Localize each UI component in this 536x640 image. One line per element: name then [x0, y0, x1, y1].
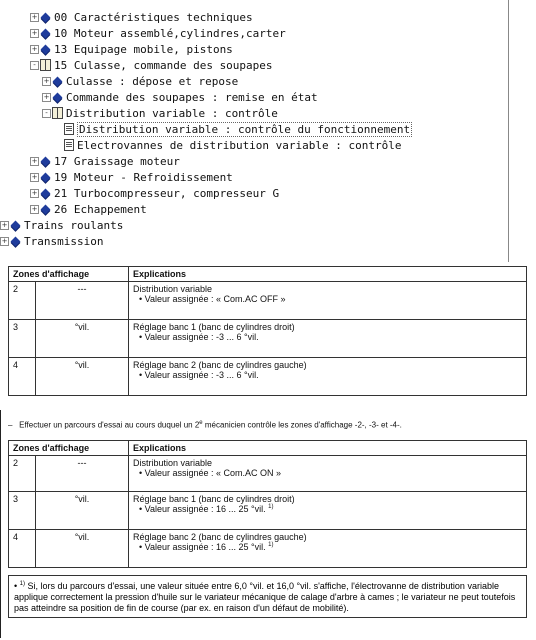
explanation-title: Distribution variable — [133, 458, 213, 468]
footnote — [8, 575, 527, 618]
column-header-explanations: Explications — [129, 441, 527, 456]
tree-item-label: 15 Culasse, commande des soupapes — [54, 58, 273, 72]
table-row — [9, 530, 527, 568]
tree-item-label: Culasse : dépose et repose — [66, 74, 239, 88]
zone-number: 4 — [9, 358, 36, 396]
tree-item-label: 21 Turbocompresseur, compresseur G — [54, 186, 280, 200]
collapse-icon[interactable]: - — [42, 109, 51, 118]
zone-number: 2 — [9, 456, 36, 492]
table-row — [9, 492, 527, 530]
tree-item-15[interactable] — [30, 57, 273, 73]
tree-item-label: Trains roulants — [24, 218, 124, 232]
tree-item-00[interactable] — [30, 9, 253, 25]
assigned-value: • Valeur assignée : « Com.AC OFF » — [139, 294, 286, 304]
tree-item-trains[interactable] — [0, 217, 123, 233]
assigned-value: • Valeur assignée : -3 ... 6 °vil. — [139, 370, 259, 380]
expand-icon[interactable]: + — [31, 204, 38, 213]
tree-item-13[interactable] — [30, 41, 233, 57]
tree-item-label: 19 Moteur - Refroidissement — [54, 170, 233, 184]
assigned-value-text: • Valeur assignée : 16 ... 25 °vil. — [139, 504, 266, 514]
open-book-icon — [40, 59, 51, 71]
zone-unit: --- — [36, 456, 129, 492]
footnote-text: Si, lors du parcours d'essai, une valeur située entre 6,0 °vil. et 16,0 °vil. s'affiche, l'électrovanne de distribution variable applique correctement la pression d'huile sur le variateur mécanique de calage d'arbre à cames ; le variateur ne peut toutefois pas atteindre sa position de fin de course (par ex. en raison d'un défaut de mobilité). — [14, 581, 516, 613]
table-row — [9, 456, 527, 492]
expand-icon[interactable]: + — [43, 76, 50, 85]
navigation-tree — [0, 0, 536, 262]
zone-explanation — [129, 282, 527, 320]
expand-icon[interactable]: + — [43, 92, 50, 101]
expand-icon[interactable]: + — [31, 28, 38, 37]
expand-icon[interactable]: + — [31, 156, 38, 165]
tree-item-distrib[interactable] — [42, 105, 278, 121]
explanation-title: Réglage banc 2 (banc de cylindres gauche) — [133, 360, 307, 370]
assigned-value-text: • Valeur assignée : 16 ... 25 °vil. — [139, 542, 266, 552]
tree-item-26[interactable] — [30, 201, 147, 217]
zone-number: 3 — [9, 492, 36, 530]
tree-item-label: 26 Echappement — [54, 202, 147, 216]
diamond-icon — [40, 204, 51, 215]
diamond-icon — [10, 220, 21, 231]
tree-item-label: 10 Moteur assemblé,cylindres,carter — [54, 26, 286, 40]
table-header-row — [9, 441, 527, 456]
column-header-zones: Zones d'affichage — [9, 441, 129, 456]
expand-icon[interactable]: + — [31, 188, 38, 197]
diamond-icon — [40, 188, 51, 199]
table-row — [9, 358, 527, 396]
display-zones-table-1 — [8, 266, 527, 396]
footnote-ref: 1) — [268, 504, 274, 510]
tree-item-label: 00 Caractéristiques techniques — [54, 10, 253, 24]
zone-explanation — [129, 530, 527, 568]
zone-number: 2 — [9, 282, 36, 320]
footnote-ref: 1) — [268, 542, 274, 548]
explanation-title: Distribution variable — [133, 284, 213, 294]
collapse-icon[interactable]: - — [30, 61, 39, 70]
left-margin-line — [0, 410, 1, 638]
tree-item-label: Distribution variable : contrôle — [66, 106, 278, 120]
zone-explanation — [129, 320, 527, 358]
display-zones-table-2 — [8, 440, 527, 568]
diamond-icon — [40, 156, 51, 167]
zone-explanation — [129, 358, 527, 396]
explanation-title: Réglage banc 1 (banc de cylindres droit) — [133, 494, 295, 504]
instruction-superscript: e — [199, 420, 203, 426]
tree-item-10[interactable] — [30, 25, 286, 41]
zone-unit: °vil. — [36, 530, 129, 568]
instruction-text-b: mécanicien contrôle les zones d'affichage -2-, -3- et -4-. — [202, 420, 402, 430]
instruction-text-a: Effectuer un parcours d'essai au cours duquel un 2 — [19, 420, 200, 430]
assigned-value: • Valeur assignée : -3 ... 6 °vil. — [139, 332, 259, 342]
tree-item-commande[interactable] — [42, 89, 318, 105]
zone-number: 3 — [9, 320, 36, 358]
tree-item-label: Transmission — [24, 234, 104, 248]
explanation-title: Réglage banc 1 (banc de cylindres droit) — [133, 322, 295, 332]
diamond-icon — [40, 12, 51, 23]
zone-explanation — [129, 456, 527, 492]
diamond-icon — [52, 76, 63, 87]
assigned-value — [133, 542, 522, 552]
column-header-zones: Zones d'affichage — [9, 267, 129, 282]
diamond-icon — [52, 92, 63, 103]
diamond-icon — [40, 172, 51, 183]
tree-item-transmission[interactable] — [0, 233, 103, 249]
table-header-row — [9, 267, 527, 282]
open-book-icon — [52, 107, 63, 119]
tree-item-electrovannes[interactable] — [54, 137, 402, 153]
tree-item-label: Distribution variable : contrôle du fonctionnement — [79, 122, 411, 136]
tree-item-19[interactable] — [30, 169, 233, 185]
document-icon — [64, 123, 74, 135]
expand-icon[interactable]: + — [1, 220, 8, 229]
footnote-bullet: • — [14, 581, 18, 591]
assigned-value — [133, 504, 522, 514]
tree-item-distrib-fonct[interactable] — [54, 121, 412, 137]
tree-item-label: Electrovannes de distribution variable : contrôle — [77, 138, 402, 152]
tree-scrollbar-edge — [508, 0, 509, 262]
tree-item-17[interactable] — [30, 153, 180, 169]
footnote-marker: 1) — [19, 581, 26, 587]
tree-item-label: 17 Graissage moteur — [54, 154, 180, 168]
zone-unit: °vil. — [36, 358, 129, 396]
zone-unit: °vil. — [36, 492, 129, 530]
tree-item-label: Commande des soupapes : remise en état — [66, 90, 318, 104]
table-row — [9, 282, 527, 320]
tree-item-21[interactable] — [30, 185, 279, 201]
diamond-icon — [40, 44, 51, 55]
tree-item-culasse[interactable] — [42, 73, 238, 89]
zone-unit: --- — [36, 282, 129, 320]
zone-unit: °vil. — [36, 320, 129, 358]
diamond-icon — [40, 28, 51, 39]
diamond-icon — [10, 236, 21, 247]
column-header-explanations: Explications — [129, 267, 527, 282]
document-icon — [64, 139, 74, 151]
table-row — [9, 320, 527, 358]
expand-icon[interactable]: + — [1, 236, 8, 245]
expand-icon[interactable]: + — [31, 12, 38, 21]
tree-item-label: 13 Equipage mobile, pistons — [54, 42, 233, 56]
expand-icon[interactable]: + — [31, 44, 38, 53]
explanation-title: Réglage banc 2 (banc de cylindres gauche) — [133, 532, 307, 542]
zone-number: 4 — [9, 530, 36, 568]
assigned-value: • Valeur assignée : « Com.AC ON » — [139, 468, 282, 478]
instruction-dash: – — [8, 420, 13, 430]
zone-explanation — [129, 492, 527, 530]
instruction-text — [8, 420, 402, 430]
expand-icon[interactable]: + — [31, 172, 38, 181]
